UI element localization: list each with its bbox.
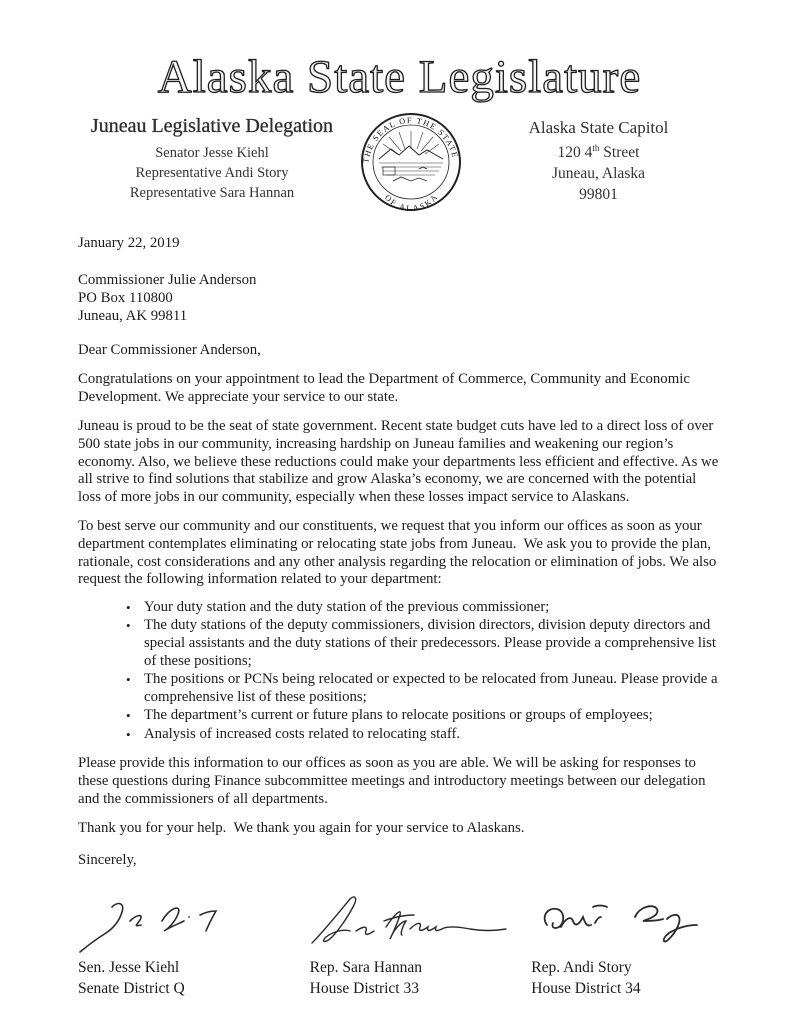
alaska-state-seal-icon [346,111,476,213]
letterhead-title: Alaska State Legislature [157,51,642,103]
story-signature-icon [531,885,721,953]
bullet-item: • Analysis of increased costs related to relocating staff. [126,726,721,744]
signature-hannan [310,885,532,999]
signer-district: Senate District Q [78,980,185,998]
capitol-zip: 99801 [579,186,618,204]
recipient-line: Commissioner Julie Anderson [78,271,257,288]
kiehl-signature-icon [78,885,310,953]
signer-name: Rep. Andi Story [531,959,632,977]
capitol-city: Juneau, Alaska [552,165,645,183]
seal-top-text: THE SEAL OF THE STATE [361,115,460,164]
signature-block [78,885,721,999]
bullet-item: • The positions or PCNs being relocated or expected to be relocated from Juneau. Please provide a comprehensive list of these positions; [126,671,721,706]
valediction: Sincerely, [78,851,137,868]
signer-name: Sen. Jesse Kiehl [78,959,180,977]
letterhead [78,111,721,213]
capitol-street: 120 4th Street [557,143,640,162]
delegation-member: Representative Andi Story [135,165,289,181]
delegation-block [78,111,346,203]
signer-name: Rep. Sara Hannan [309,959,422,977]
signer-district: House District 34 [531,980,641,998]
hannan-signature-icon [310,885,532,953]
signature-story [531,885,721,999]
bullet-item: • Your duty station and the duty station of the previous commissioner; [126,599,721,617]
delegation-member: Representative Sara Hannan [129,185,295,201]
recipient-line: PO Box 110800 [78,289,173,306]
salutation: Dear Commissioner Anderson, [78,341,261,358]
capitol-name: Alaska State Capitol [528,118,669,137]
delegation-member: Senator Jesse Kiehl [155,145,269,161]
capitol-address-block [476,111,721,205]
svg-text:OF ALASKA [383,192,440,213]
letter-date: January 22, 2019 [78,235,180,251]
signer-district: House District 33 [309,980,419,998]
recipient-line: Juneau, AK 99811 [78,307,188,324]
paragraph: Congratulations on your appointment to lead the Department of Commerce, Community and Economic Development. We appreciate your service to our state. [78,371,694,405]
paragraph: To best serve our community and our constituents, we request that you inform our offices as soon as your department contemplates eliminating or relocating state jobs from Juneau. We ask you to provide the plan, rationale, cost considerations and any other analysis regarding the relocation or elimination of jobs. We also request the following information related to your department: [78,518,721,588]
delegation-heading: Juneau Legislative Delegation [90,115,334,137]
bullet-item: • The duty stations of the deputy commissioners, division directors, division deputy directors and special assistants and the duty stations of their predecessors. Please provide a comprehensive list of these positions; [126,617,721,670]
seal-bottom-text: OF ALASKA [382,191,441,213]
svg-text:THE SEAL OF THE STATE [361,116,460,164]
request-list [78,599,721,744]
bullet-item: • The department’s current or future plans to relocate positions or groups of employees; [126,707,721,725]
paragraph: Juneau is proud to be the seat of state government. Recent state budget cuts have led to a direct loss of over 500 state jobs in our community, increasing hardship on Juneau families and weakening our region’s economy. Also, we believe these reductions could make your departments less efficient and effective. As we all strive to find solutions that stabilize and grow Alaska’s economy, we are concerned with the potential loss of more jobs in our community, especially when these losses impact service to Alaskans. [78,418,723,505]
signature-kiehl [78,885,310,999]
recipient-address [78,271,721,325]
paragraph: Please provide this information to our offices as soon as you are able. We will be asking for responses to these questions during Finance subcommittee meetings and introductory meetings between our delegation and the commissioners of all departments. [78,755,710,807]
paragraph: Thank you for your help. We thank you again for your service to Alaskans. [78,820,525,837]
